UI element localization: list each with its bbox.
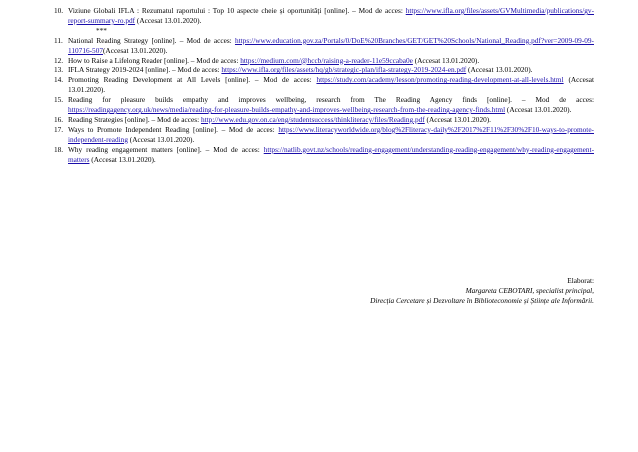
section-separator: *** — [96, 25, 107, 35]
reference-link-14[interactable]: https://study.com/academy/lesson/promoting-reading-development-at-all-levels.html — [316, 75, 564, 85]
reference-item-10: 10. Viziune Globali IFLA : Rezumatul raportului : Top 10 aspecte cheie și oportunități [online]. – Mod de acces: https://www.ifla.org/files/assets/GVMultimedia/publications/gv-report-summary-ro.pdf (Accesat 13.01.2020). — [54, 6, 594, 25]
reference-link-13[interactable]: https://www.ifla.org/files/assets/hq/gb/strategic-plan/ifla-strategy-2019-2024-en.pdf — [221, 65, 467, 75]
reference-item-11: 11. National Reading Strategy [online]. – Mod de acces: https://www.education.gov.za/Portals/0/DoE%20Branches/GET/GET%20Schools/National_Reading.pdf?ver=2009-09-09-110716-507(Accesat 13.01.2020). — [54, 35, 594, 55]
reference-link-15[interactable]: https://readingagency.org.uk/news/media/reading-for-pleasure-builds-empathy-and-improves-wellbeing-research-from-the-reading-agency-finds.html — [68, 105, 506, 115]
reference-item-14: 14. Promoting Reading Development at All Levels [online]. – Mod de acces: https://study.com/academy/lesson/promoting-reading-development-at-all-levels.html (Accesat 13.01.2020). — [54, 75, 594, 95]
signature-block — [370, 276, 594, 306]
signature-name: Margareta CEBOTARI, specialist principal, — [465, 285, 594, 295]
reference-link-16[interactable]: http://www.edu.gov.on.ca/eng/studentsuccess/thinkliteracy/files/Reading.pdf — [200, 114, 425, 124]
signature-heading: Elaborat: — [567, 276, 594, 285]
reference-link-11[interactable]: https://www.education.gov.za/Portals/0/DoE%20Branches/GET/GET%20Schools/National_Reading.pdf?ver=2009-09-09-110716-507 — [68, 35, 594, 55]
reference-link-18[interactable]: https://natlib.govt.nz/schools/reading-engagement/understanding-reading-engagement/why-reading-engagement-matters — [68, 144, 594, 164]
reference-item-18: 18. Why reading engagement matters [online]. – Mod de acces: https://natlib.govt.nz/schools/reading-engagement/understanding-reading-engagement/why-reading-engagement-matters (Accesat 13.01.2020). — [54, 144, 594, 164]
reference-item-16: 16. Reading Strategies [online]. – Mod de acces: http://www.edu.gov.on.ca/eng/studentsuccess/thinkliteracy/files/Reading.pdf (Accesat 13.01.2020). — [54, 114, 491, 124]
reference-link-12[interactable]: https://medium.com/@hccb/raising-a-reader-11e59ccaba0e — [240, 55, 413, 65]
reference-item-13: 13. IFLA Strategy 2019-2024 [online]. – Mod de acces: https://www.ifla.org/files/assets/hq/gb/strategic-plan/ifla-strategy-2019-2024-en.pdf (Accesat 13.01.2020). — [54, 65, 533, 75]
reference-item-15: 15. Reading for pleasure builds empathy and improves wellbeing, research from The Reading Agency finds [online]. – Mod de acces: https://readingagency.org.uk/news/media/reading-for-pleasure-builds-empathy-and-improves-wellbeing-research-from-the-reading-agency-finds.html (Accesat 13.01.2020). — [54, 95, 594, 115]
signature-department: Direcția Cercetare și Dezvoltare în Biblioteconomie și Științe ale Informării. — [370, 295, 594, 305]
reference-list — [54, 6, 594, 165]
reference-link-10[interactable]: https://www.ifla.org/files/assets/GVMultimedia/publications/gv-report-summary-ro.pdf — [68, 6, 594, 25]
reference-link-17[interactable]: https://www.literacyworldwide.org/blog%2Fliteracy-daily%2F2017%2F11%2F30%2F10-ways-to-promote-independent-reading — [68, 124, 594, 144]
reference-item-17: 17. Ways to Promote Independent Reading [online]. – Mod de acces: https://www.literacyworldwide.org/blog%2Fliteracy-daily%2F2017%2F11%2F30%2F10-ways-to-promote-independent-reading (Accesat 13.01.2020). — [54, 124, 594, 144]
reference-item-12: 12. How to Raise a Lifelong Reader [online]. – Mod de acces: https://medium.com/@hccb/raising-a-reader-11e59ccaba0e (Accesat 13.01.2020). — [54, 55, 480, 65]
